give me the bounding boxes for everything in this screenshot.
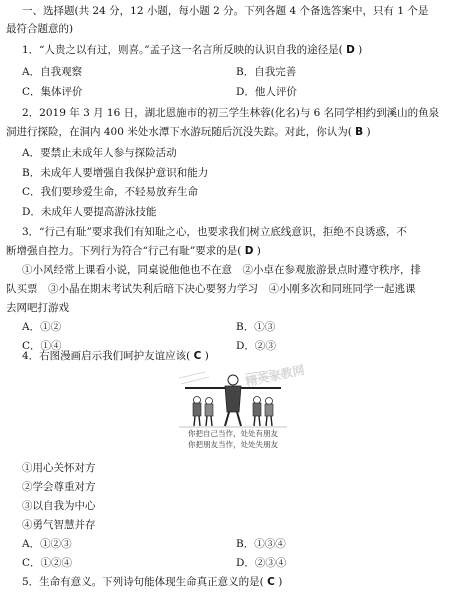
question-2-answer: B: [355, 126, 364, 138]
q3-option-a: A．①②: [22, 321, 62, 333]
question-5-answer: C: [267, 576, 275, 588]
q1-option-d: D．他人评价: [236, 86, 297, 98]
section-header-cont: 最符合题意的): [6, 23, 74, 35]
q4-item-3: ③以自我为中心: [22, 500, 96, 512]
question-1-text: 1．“人贵之以有过，则喜。”孟子这一名言所反映的认识自我的途径是(: [22, 44, 343, 56]
question-1-stem: [22, 45, 362, 56]
question-3-stem-4: 队买票 ③小晶在期末考试失利后暗下决心要努力学习 ④小刚多次和同班同学一起逃课: [6, 283, 416, 295]
q4-option-d: D．②③④: [236, 557, 287, 569]
q2-option-d: D．未成年人要提高游泳技能: [22, 206, 157, 218]
q4-option-a: A．①②③: [22, 538, 72, 550]
question-1-paren: ): [358, 44, 363, 56]
cartoon-watermark: 精英家教网: [244, 362, 306, 390]
question-3-stem-3: ①小风经常上课看小说，同桌说他他也不在意 ②小卓在参观旅游景点时遵守秩序，排: [22, 264, 421, 276]
question-3-answer: D: [244, 245, 254, 257]
q4-item-4: ④勇气智慧并存: [22, 519, 96, 531]
q2-option-b: B．未成年人要增强自我保护意识和能力: [22, 167, 209, 179]
question-5-text: 5．生命有意义。下列诗句能体现生命真正意义的是(: [22, 576, 264, 588]
question-2-paren: ): [366, 126, 371, 138]
question-2-text: 洞进行探险，在洞内 400 米处水潭下水游玩随后沉没失踪。对此，你认为(: [6, 126, 352, 138]
question-2-stem-1: 2．2019 年 3 月 16 日，湖北恩施市的初三学生林蓉(化名)与 6 名同学相约到溪山的鱼泉: [22, 107, 440, 119]
cartoon-caption-1: 你把自己当作，处处有朋友: [188, 429, 278, 438]
q1-option-a: A．自我观察: [22, 66, 83, 78]
question-3-text: 断增强自控力。下列行为符合“行己有耻”要求的是(: [6, 245, 242, 257]
question-5-stem: [22, 577, 282, 588]
cartoon-caption-2: 你把朋友当作，处处失朋友: [188, 440, 278, 449]
q4-option-b: B．①③④: [236, 538, 286, 550]
section-header: 一、选择题(共 24 分，12 小题，每小题 2 分。下列各题 4 个备选答案中，只有 1 个是: [22, 5, 429, 17]
q3-option-b: B．①③: [236, 321, 276, 333]
q4-option-c: C．①②④: [22, 557, 73, 569]
question-4-stem: [22, 351, 209, 362]
q1-option-c: C．集体评价: [22, 86, 83, 98]
question-4-text: 4．右图漫画启示我们呵护友谊应该(: [22, 350, 191, 362]
q1-option-b: B．自我完善: [236, 66, 297, 78]
q3-option-d: D．②③: [236, 340, 276, 352]
question-4-paren: ): [204, 350, 209, 362]
question-1-answer: D: [346, 44, 355, 56]
question-3-stem-1: 3．“行己有耻”要求我们有知耻之心，也要求我们树立底线意识，拒绝不良诱惑，不: [22, 226, 407, 238]
q2-option-c: C．我们要珍爱生命，不轻易放弃生命: [22, 186, 199, 198]
question-2-stem-2: [6, 127, 371, 138]
q2-option-a: A．要禁止未成年人参与探险活动: [22, 147, 177, 159]
question-3-stem-2: [6, 246, 261, 257]
question-3-paren: ): [256, 245, 261, 257]
q3-option-c: C．①④: [22, 340, 62, 352]
friendship-cartoon: [175, 362, 306, 452]
q4-item-2: ②学会尊重对方: [22, 481, 96, 493]
q4-item-1: ①用心关怀对方: [22, 462, 96, 474]
question-4-answer: C: [193, 350, 202, 362]
question-5-paren: ): [278, 576, 283, 588]
question-3-stem-5: 去网吧打游戏: [6, 302, 69, 314]
